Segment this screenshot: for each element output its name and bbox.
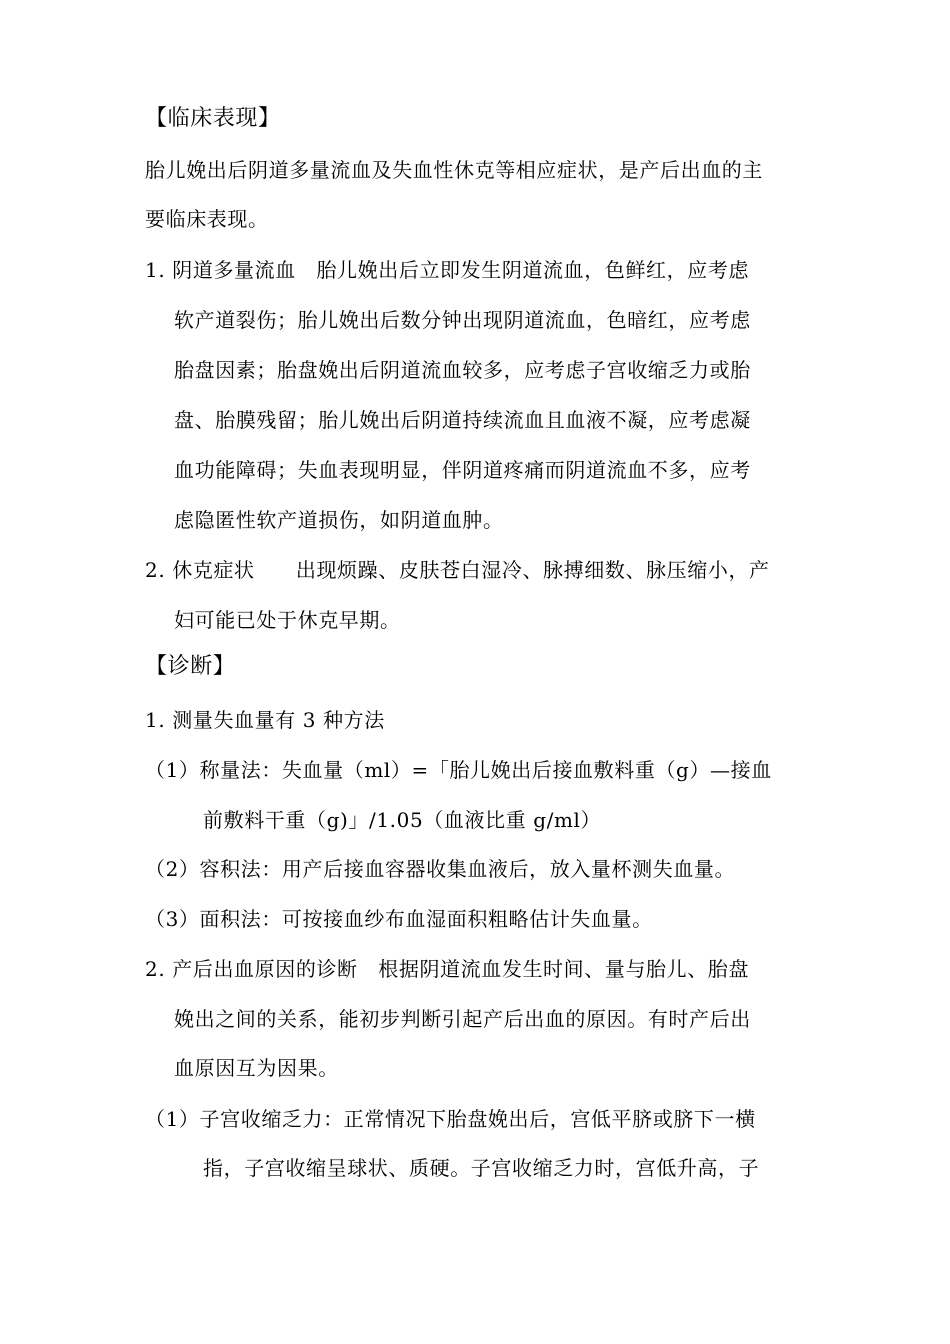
- heading-diagnosis: 【诊断】: [145, 654, 236, 679]
- diag1-2-line: （2）容积法：用产后接血容器收集血液后，放入量杯测失血量。: [145, 857, 736, 881]
- diag2-line-3: 血原因互为因果。: [174, 1056, 339, 1080]
- item1-line-6: 虑隐匿性软产道损伤，如阴道血肿。: [174, 508, 504, 532]
- diag2-1-line-1: （1）子宫收缩乏力：正常情况下胎盘娩出后，宫低平脐或脐下一横: [145, 1107, 756, 1131]
- diag2-line-1: 2. 产后出血原因的诊断 根据阴道流血发生时间、量与胎儿、胎盘: [145, 957, 750, 981]
- intro-line-2: 要临床表现。: [145, 207, 269, 231]
- diag2-line-2: 娩出之间的关系，能初步判断引起产后出血的原因。有时产后出: [174, 1007, 751, 1031]
- item1-line-3: 胎盘因素；胎盘娩出后阴道流血较多，应考虑子宫收缩乏力或胎: [174, 358, 751, 382]
- intro-line-1: 胎儿娩出后阴道多量流血及失血性休克等相应症状，是产后出血的主: [145, 158, 763, 182]
- item1-line-2: 软产道裂伤；胎儿娩出后数分钟出现阴道流血，色暗红，应考虑: [174, 308, 751, 332]
- item1-line-4: 盘、胎膜残留；胎儿娩出后阴道持续流血且血液不凝，应考虑凝: [174, 408, 751, 432]
- item1-line-5: 血功能障碍；失血表现明显，伴阴道疼痛而阴道流血不多，应考: [174, 458, 751, 482]
- diag1-line: 1. 测量失血量有 3 种方法: [145, 708, 385, 732]
- item1-line-1: 1. 阴道多量流血 胎儿娩出后立即发生阴道流血，色鲜红，应考虑: [145, 258, 750, 282]
- diag1-3-line: （3）面积法：可按接血纱布血湿面积粗略估计失血量。: [145, 907, 653, 931]
- heading-clinical-manifestations: 【临床表现】: [145, 106, 281, 131]
- item2-line-2: 妇可能已处于休克早期。: [174, 608, 401, 632]
- diag1-1-line-1: （1）称量法：失血量（ml）=「胎儿娩出后接血敷料重（g）—接血: [145, 758, 772, 782]
- diag1-1-line-2: 前敷料干重（g)」/1.05（血液比重 g/ml）: [203, 808, 602, 832]
- item2-line-1: 2. 休克症状 出现烦躁、皮肤苍白湿冷、脉搏细数、脉压缩小，产: [145, 558, 770, 582]
- diag2-1-line-2: 指，子宫收缩呈球状、质硬。子宫收缩乏力时，宫低升高，子: [203, 1156, 760, 1180]
